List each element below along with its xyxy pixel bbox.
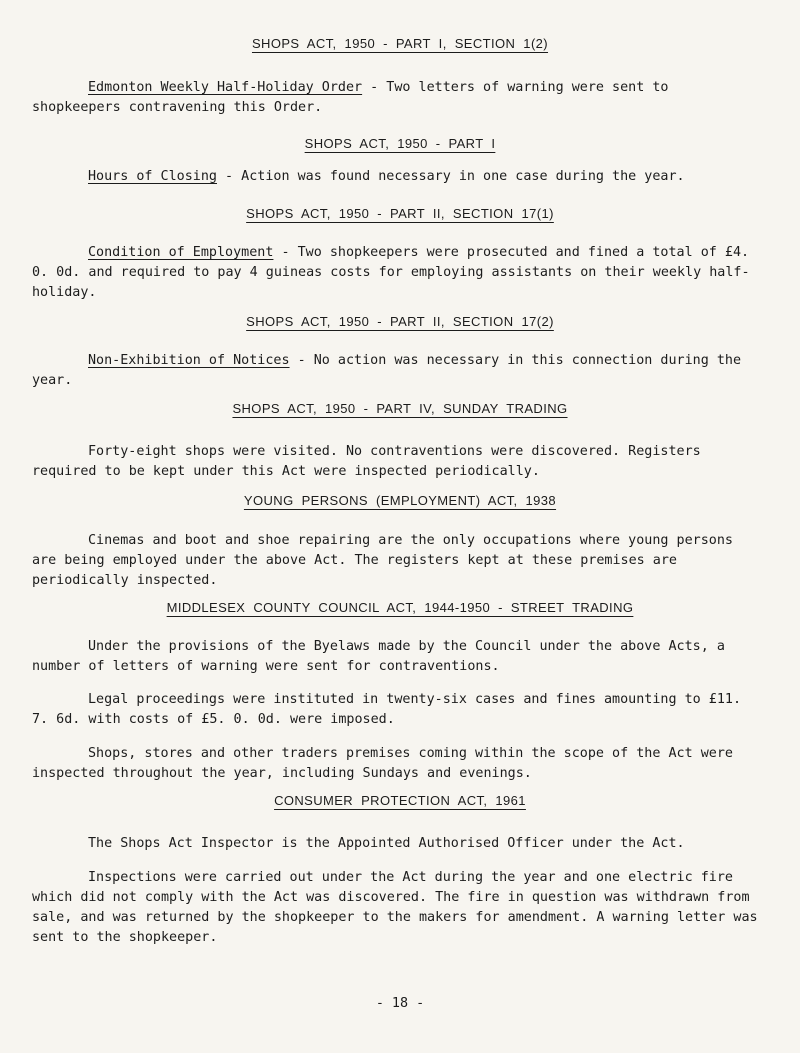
section-heading: SHOPS ACT, 1950 - PART I xyxy=(304,136,496,151)
paragraph-text: - Two letters of warning were sent to shopkeepers contravening this Order. xyxy=(32,80,669,115)
section-heading: SHOPS ACT, 1950 - PART II, SECTION 17(2) xyxy=(246,314,554,329)
paragraph xyxy=(32,78,762,118)
paragraph-text: Cinemas and boot and shoe repairing are the only occupations where young persons are being employed under the above Act. The registers kept at these premises are periodically inspected. xyxy=(32,533,733,588)
paragraph xyxy=(32,744,762,784)
paragraph-text: - Two shopkeepers were prosecuted and fined a total of £4. 0. 0d. and required to pay 4 guineas costs for employing assistants on their weekly half-holiday. xyxy=(32,245,750,300)
paragraph-lead: Hours of Closing xyxy=(88,169,217,184)
paragraph-text: Inspections were carried out under the Act during the year and one electric fire which did not comply with the Act was discovered. The fire in question was withdrawn from sale, and was returned by the shopkeeper to the makers for amendment. A warning letter was sent to the shopkeeper. xyxy=(32,870,758,945)
paragraph xyxy=(32,531,762,591)
paragraph-text: Legal proceedings were instituted in twenty-six cases and fines amounting to £11. 7. 6d. with costs of £5. 0. 0d. were imposed. xyxy=(32,692,742,727)
paragraph-lead: Edmonton Weekly Half-Holiday Order xyxy=(88,80,363,95)
paragraph xyxy=(32,834,762,854)
paragraph xyxy=(32,167,762,187)
section-heading: CONSUMER PROTECTION ACT, 1961 xyxy=(274,793,526,808)
paragraph-lead: Non-Exhibition of Notices xyxy=(88,353,290,368)
paragraph xyxy=(32,637,762,677)
paragraph-text: - No action was necessary in this connection during the year. xyxy=(32,353,742,388)
section-heading: MIDDLESEX COUNTY COUNCIL ACT, 1944-1950 - STREET TRADING xyxy=(166,600,634,615)
section-heading: SHOPS ACT, 1950 - PART IV, SUNDAY TRADING xyxy=(232,401,568,416)
section-heading: SHOPS ACT, 1950 - PART II, SECTION 17(1) xyxy=(246,206,554,221)
section-heading: YOUNG PERSONS (EMPLOYMENT) ACT, 1938 xyxy=(243,493,557,508)
paragraph xyxy=(32,351,762,391)
paragraph xyxy=(32,690,762,730)
paragraph xyxy=(32,243,762,303)
paragraph-text: Under the provisions of the Byelaws made by the Council under the above Acts, a number of letters of warning were sent for contraventions. xyxy=(32,639,725,674)
section-heading: SHOPS ACT, 1950 - PART I, SECTION 1(2) xyxy=(251,36,549,51)
paragraph-text: Forty-eight shops were visited. No contraventions were discovered. Registers required to be kept under this Act were inspected periodically. xyxy=(32,444,701,479)
page-number: - 18 - xyxy=(375,996,425,1011)
paragraph-lead: Condition of Employment xyxy=(88,245,274,260)
paragraph-text: - Action was found necessary in one case during the year. xyxy=(217,169,685,184)
paragraph-text: Shops, stores and other traders premises coming within the scope of the Act were inspected throughout the year, including Sundays and evenings. xyxy=(32,746,733,781)
paragraph xyxy=(32,442,762,482)
paragraph xyxy=(32,868,762,948)
paragraph-text: The Shops Act Inspector is the Appointed Authorised Officer under the Act. xyxy=(88,836,685,851)
